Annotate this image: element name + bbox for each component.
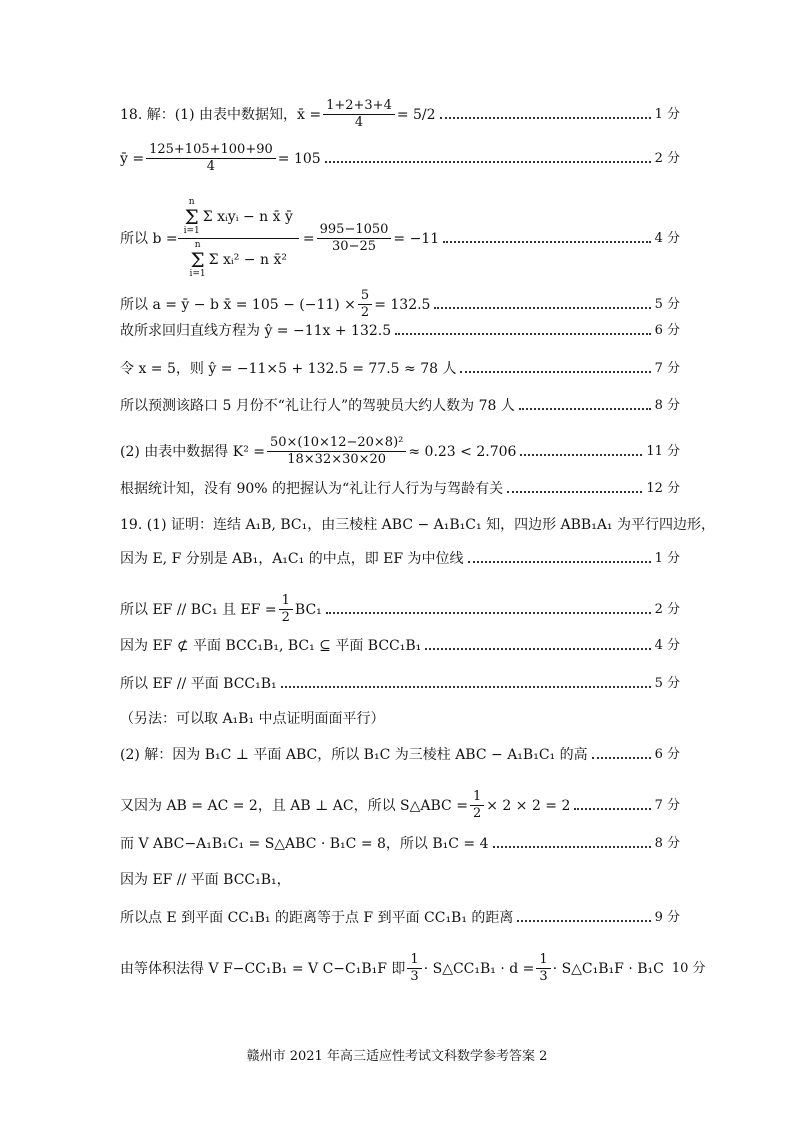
equals-sign: = [302,230,315,247]
line-text-after: = 5/2 [396,106,436,123]
answer-line-17 [120,789,680,822]
score-label: 9 分 [654,910,680,925]
score-label: 6 分 [654,747,680,762]
line-text: 所以 b = [120,230,178,247]
line-text: 所以 a = ȳ − b x̄ = 105 − (−11) × [120,296,356,313]
score-label: 8 分 [654,836,680,851]
line-text: 根据统计知，没有 90% 的把握认为“礼让行人行为与驾龄有关 [120,481,504,497]
answer-line-5 [120,322,680,340]
fraction [470,789,484,822]
answer-line-18 [120,835,680,853]
dot-leader [468,561,651,563]
sigma-symbol [184,198,200,236]
line-text: 19. (1) 证明：连结 A₁B, BC₁，由三棱柱 ABC − A₁B₁C₁ 知，四边形 ABB₁A₁ 为平行四边形， [120,517,715,533]
answer-line-6 [120,360,680,378]
answer-line-7 [120,397,680,415]
sigma-lower: i=1 [189,269,206,279]
score-label: 8 分 [654,398,680,413]
line-text: 所以预测该路口 5 月份不“礼让行人”的驾驶员大约人数为 78 人 [120,398,515,414]
score-label: 7 分 [654,797,680,813]
score-label: 7 分 [654,361,680,376]
fraction [536,952,550,985]
dot-leader [517,920,650,922]
sigma-lower: i=1 [183,226,200,236]
fraction-numerator: 50×(10×12−20×8)² [267,435,406,452]
line-text: 所以 EF // BC₁ 且 EF = [120,601,277,618]
line-text: 故所求回归直线方程为 ŷ = −11x + 132.5 [120,323,392,339]
dot-leader [395,333,650,335]
summation-numerator-text: Σ xᵢyᵢ − n x̄ ȳ [202,209,293,225]
answer-line-3 [120,196,680,281]
score-label: 6 分 [654,323,680,338]
answer-line-11 [120,550,680,568]
line-text: 因为 EF // 平面 BCC₁B₁， [120,872,291,888]
answer-line-2 [120,142,680,175]
dot-leader [440,117,651,119]
fraction-denominator: 18×32×30×20 [287,452,387,467]
score-label: 4 分 [654,230,680,246]
score-label: 10 分 [671,960,706,976]
line-text: 而 V ABC−A₁B₁C₁ = S△ABC · B₁C = 8，所以 B₁C = 4 [120,836,489,852]
fraction-denominator: 4 [354,115,364,130]
answer-line-10 [120,516,715,534]
answer-line-14 [120,675,680,693]
score-label: 2 分 [654,150,680,166]
fraction-numerator: 1 [407,952,421,969]
fraction-denominator: 30−25 [332,239,377,254]
answer-line-4 [120,288,680,321]
answer-line-21 [120,952,706,985]
line-text-after: = 132.5 [374,296,431,313]
line-text: 所以点 E 到平面 CC₁B₁ 的距离等于点 F 到平面 CC₁B₁ 的距离 [120,910,514,926]
fraction-numerator: 1 [279,593,293,610]
dot-leader [519,408,651,410]
dot-leader [325,161,651,163]
score-label: 5 分 [654,676,680,691]
answer-line-16 [120,746,680,764]
sigma-symbol [190,241,206,279]
fraction-numerator: 5 [358,288,372,305]
line-text-after: BC₁ [294,601,322,618]
line-text-after: ≈ 0.23 < 2.706 [408,443,517,460]
summation-fraction [178,196,299,281]
fraction-denominator: 3 [410,969,419,984]
answer-line-12 [120,593,680,626]
sigma-upper: n [188,197,195,207]
score-label: 2 分 [654,601,680,617]
fraction [358,288,372,321]
line-text: 由等体积法得 V F−CC₁B₁ = V C−C₁B₁F 即 [120,960,406,977]
dot-leader [520,454,642,456]
fraction [267,435,406,468]
dot-leader [493,846,651,848]
dot-leader [592,757,651,759]
line-text: （另法：可以取 A₁B₁ 中点证明面面平行） [120,711,385,727]
fraction [407,952,421,985]
summation-denominator-text: Σ xᵢ² − n x̄² [208,252,287,268]
answer-line-9 [120,480,680,498]
fraction-numerator: 1 [470,789,484,806]
answer-line-8 [120,435,680,468]
dot-leader [434,307,650,309]
fraction-numerator: 1+2+3+4 [323,98,395,115]
line-text: 18. 解：(1) 由表中数据知，x̄ = [120,106,322,123]
dot-leader [281,686,651,688]
line-text-after: × 2 × 2 = 2 [486,797,571,814]
fraction-numerator: 1 [536,952,550,969]
sigma-upper: n [194,240,201,250]
dot-leader [425,648,650,650]
answer-line-13 [120,637,680,655]
line-text: (2) 解：因为 B₁C ⊥ 平面 ABC，所以 B₁C 为三棱柱 ABC − A₁B₁C₁ 的高 [120,747,588,763]
line-text: 所以 EF // 平面 BCC₁B₁ [120,676,277,692]
fraction-denominator: 2 [472,806,482,821]
line-text-after: = 105 [277,150,321,167]
fraction-numerator: 125+105+100+90 [146,142,276,159]
line-text: 因为 E, F 分别是 AB₁，A₁C₁ 的中点，即 EF 为中位线 [120,551,464,567]
answer-line-20 [120,909,680,927]
fraction-numerator: 995−1050 [317,222,392,239]
sigma-icon: Σ [190,248,205,272]
fraction-denominator: 2 [281,610,290,625]
line-text-after: = −11 [393,230,440,247]
score-label: 5 分 [654,296,680,312]
page-footer: 赣州市 2021 年高三适应性考试文科数学参考答案 2 [246,1049,548,1064]
line-text: (2) 由表中数据得 K² = [120,443,265,460]
fraction [146,142,276,175]
line-text: 令 x = 5，则 ŷ = −11×5 + 132.5 = 77.5 ≈ 78 人 [120,361,457,377]
score-label: 4 分 [654,638,680,653]
fraction [317,222,392,255]
dot-leader [574,808,650,810]
score-label: 1 分 [654,551,680,566]
dot-leader [326,612,651,614]
line-text: ȳ = [120,150,145,167]
answer-line-19 [120,871,680,889]
answer-line-1 [120,98,680,131]
score-label: 1 分 [654,106,680,122]
summation-denominator [184,239,293,281]
fraction-denominator: 3 [539,969,548,984]
line-text: 又因为 AB = AC = 2，且 AB ⊥ AC，所以 S△ABC = [120,797,468,814]
line-text-after: · S△CC₁B₁ · d = [423,960,535,977]
dot-leader [460,371,650,373]
fraction [323,98,395,131]
summation-numerator [178,196,299,239]
fraction-denominator: 2 [360,305,370,320]
sigma-icon: Σ [184,205,199,229]
score-label: 11 分 [646,443,680,459]
dot-leader [443,241,650,243]
answer-line-15 [120,710,680,728]
dot-leader [507,491,642,493]
line-text: 因为 EF ⊄ 平面 BCC₁B₁, BC₁ ⊆ 平面 BCC₁B₁ [120,638,422,654]
fraction-denominator: 4 [206,159,216,174]
score-label: 12 分 [646,481,680,496]
fraction [279,593,293,626]
line-text-after-2: · S△C₁B₁F · B₁C [552,960,664,977]
